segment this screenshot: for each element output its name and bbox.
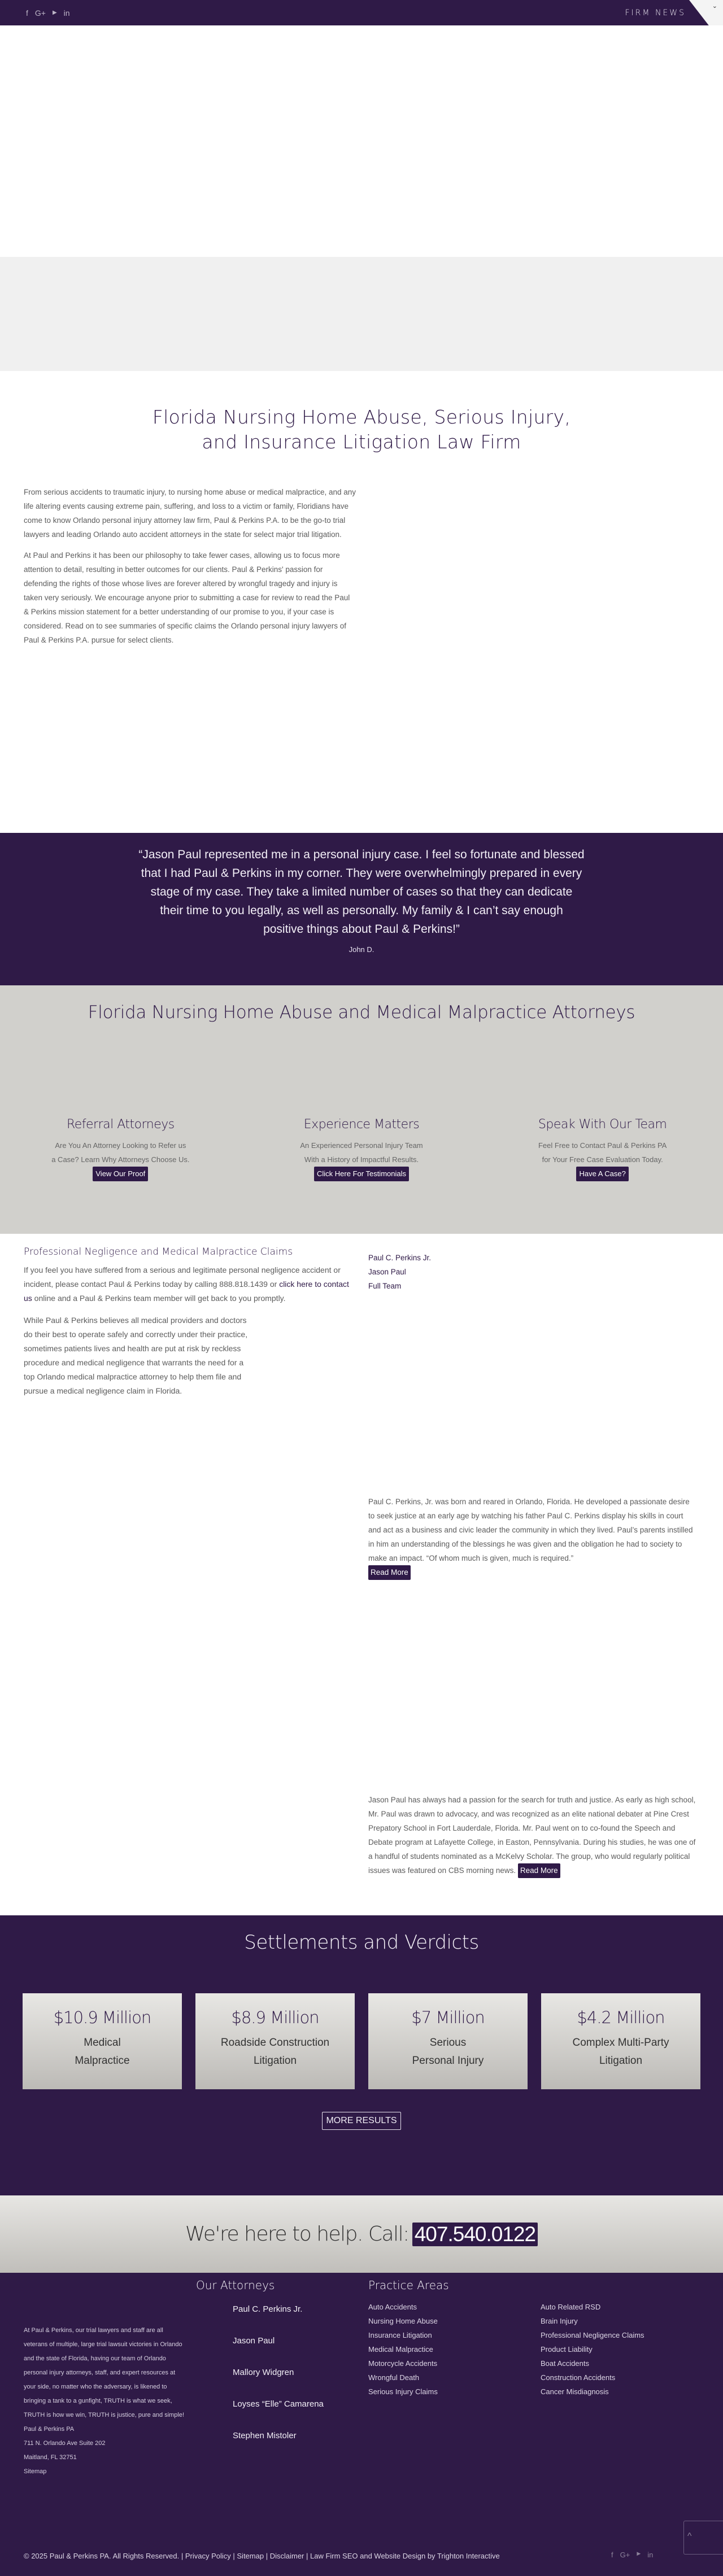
hero-area (0, 25, 723, 257)
team-link-paul-perkins[interactable]: Paul C. Perkins Jr. (368, 1254, 432, 1262)
attorneys-section-title: Florida Nursing Home Abuse and Medical Malpractice Attorneys (88, 1002, 635, 1023)
practice-area-link[interactable]: Insurance Litigation (368, 2331, 432, 2339)
practice-column-2 (541, 2300, 713, 2399)
have-a-case-button[interactable]: Have A Case? (576, 1167, 628, 1181)
settlements-title: Settlements and Verdicts (244, 1931, 479, 1954)
practice-area-link[interactable]: Medical Malpractice (368, 2345, 433, 2354)
intro-paragraph: From serious accidents to traumatic injury, to nursing home abuse or medical malpractice, and any life altering events causing extreme pain, suffering, and loss to a victim or family, Floridians have come to know Orlando personal injury attorney law firm, Paul & Perkins P.A. to be the go-to trial lawyers and leading Orlando auto accident attorneys in the state for select major trial litigation. (24, 488, 356, 539)
read-more-button[interactable]: Read More (368, 1565, 411, 1580)
bio-paul-perkins: Paul C. Perkins, Jr. was born and reared in Orlando, Florida. He developed a passionate desire to seek justice at an early age by watching his father Paul C. Perkins display his skills in court and act as a business and civic leader the community in which they lived. Paul’s parents instilled in him an understanding of the blessings he was given and the obligation he had to society to make an impact. “Of whom much is given, much is required.” Read More (368, 1495, 696, 1580)
copyright-bar: © 2025 Paul & Perkins PA. All Rights Reserved. | Privacy Policy | Sitemap | Disclaimer | Law Firm SEO and Website Design by Trighton Interactive (24, 2552, 500, 2560)
privacy-policy-link[interactable]: Privacy Policy (185, 2552, 231, 2560)
footer (0, 2273, 723, 2576)
back-to-top-button[interactable] (683, 2521, 723, 2555)
settlement-card[interactable]: $8.9 Million Roadside Construction Litigation (195, 1993, 355, 2089)
read-more-button[interactable]: Read More (518, 1863, 560, 1878)
header-social-links (26, 8, 70, 18)
practice-column-1 (368, 2300, 541, 2399)
linkedin-icon[interactable]: in (647, 2551, 654, 2559)
sitemap-link[interactable]: Sitemap (237, 2552, 264, 2560)
copyright-text: © 2025 Paul & Perkins PA. All Rights Reserved. (24, 2552, 180, 2560)
practice-area-link[interactable]: Cancer Misdiagnosis (541, 2387, 609, 2396)
content-section (0, 1234, 723, 1915)
footer-address-line1: 711 N. Orlando Ave Suite 202 (24, 2440, 106, 2447)
footer-attorney-link[interactable]: Stephen Mistoler (233, 2431, 297, 2440)
youtube-icon[interactable]: ▶ (52, 10, 57, 16)
google-plus-icon[interactable]: G+ (620, 2551, 630, 2559)
settlement-card[interactable]: $10.9 Million Medical Malpractice (23, 1993, 182, 2089)
referral-column: Referral Attorneys Are You An Attorney Looking to Refer us a Case? Learn Why Attorneys Choose Us. View Our Proof (0, 1117, 241, 1181)
cta-text: We're here to help. Call: (185, 2223, 409, 2246)
team-link-full-team[interactable]: Full Team (368, 1282, 402, 1290)
footer-attorneys (196, 2278, 324, 2463)
page-title: Florida Nursing Home Abuse, Serious Injury, and Insurance Litigation Law Firm (152, 406, 571, 453)
negligence-paragraph-2: While Paul & Perkins believes all medical providers and doctors do their best to operate safely and correctly under their practice, sometimes patients lives and health are put at risk by reckless procedure and medical negligence that warrants the need for a top Orlando medical malpractice attorney to help them file and pursue a medical negligence claim in Florida. (24, 1316, 248, 1395)
testimonial-author: John D. (349, 945, 374, 954)
footer-firm-name: Paul & Perkins PA (24, 2426, 75, 2433)
footer-attorney-link[interactable]: Jason Paul (233, 2336, 275, 2346)
more-results-button[interactable]: MORE RESULTS (322, 2112, 400, 2130)
negligence-title: Professional Negligence and Medical Malpractice Claims (24, 1246, 293, 1258)
practice-area-link[interactable]: Product Liability (541, 2345, 593, 2354)
disclaimer-link[interactable]: Disclaimer (269, 2552, 304, 2560)
practice-area-link[interactable]: Serious Injury Claims (368, 2387, 438, 2396)
view-our-proof-button[interactable]: View Our Proof (93, 1167, 148, 1181)
practice-area-link[interactable]: Professional Negligence Claims (541, 2331, 644, 2339)
footer-practice-title: Practice Areas (368, 2278, 449, 2292)
speak-with-team-column: Speak With Our Team Feel Free to Contact Paul & Perkins PA for Your Free Case Evaluation Today. Have A Case? (482, 1117, 723, 1181)
testimonials-button[interactable]: Click Here For Testimonials (314, 1167, 409, 1181)
practice-area-link[interactable]: Motorcycle Accidents (368, 2359, 438, 2368)
phone-number-button[interactable]: 407.540.0122 (412, 2223, 538, 2246)
contact-us-link[interactable]: click here to contact us (24, 1280, 349, 1303)
practice-area-link[interactable]: Brain Injury (541, 2317, 578, 2325)
footer-attorney-link[interactable]: Paul C. Perkins Jr. (233, 2304, 303, 2314)
practice-area-link[interactable]: Wrongful Death (368, 2373, 420, 2382)
testimonial-quote: “Jason Paul represented me in a personal injury case. I feel so fortunate and blessed that I had Paul & Perkins in my corner. They were overwhelmingly prepared in every stage of my case. They take a limited number of cases so that they can dedicate their time to you legally, as well as personally. My family & I can’t say enough positive things about Paul & Perkins!” (138, 848, 585, 936)
negligence-paragraph: If you feel you have suffered from a serious and legitimate personal negligence accident or incident, please contact Paul & Perkins today by calling 888.818.1439 or click here to contact us online and a Paul & Perkins team member will get back to you promptly. (24, 1265, 349, 1303)
footer-practice-areas (368, 2278, 713, 2399)
settlements-section (0, 1915, 723, 2195)
chevron-down-icon[interactable]: ⌄ (712, 3, 717, 10)
facebook-icon[interactable]: f (611, 2551, 613, 2559)
experience-column: Experience Matters An Experienced Personal Injury Team With a History of Impactful Results. Click Here For Testimonials (241, 1117, 482, 1181)
feature-columns (0, 1117, 723, 1181)
settlement-card[interactable]: $4.2 Million Complex Multi-Party Litigation (541, 1993, 700, 2089)
practice-area-link[interactable]: Auto Related RSD (541, 2303, 601, 2311)
footer-about (24, 2324, 188, 2479)
practice-area-link[interactable]: Boat Accidents (541, 2359, 589, 2368)
call-to-action (0, 2195, 723, 2273)
negligence-block (24, 1246, 354, 1398)
hero-gray-band (0, 257, 723, 371)
team-links (368, 1251, 431, 1293)
intro-section (0, 371, 723, 833)
credit-text: Law Firm SEO and Website Design by (310, 2552, 437, 2560)
footer-attorneys-title: Our Attorneys (196, 2278, 275, 2292)
google-plus-icon[interactable]: G+ (34, 8, 46, 18)
menu-corner (689, 0, 723, 25)
trighton-link[interactable]: Trighton Interactive (437, 2552, 500, 2560)
team-link-jason-paul[interactable]: Jason Paul (368, 1268, 406, 1276)
intro-body (24, 485, 357, 647)
youtube-icon[interactable]: ▶ (637, 2551, 641, 2556)
settlement-cards (0, 1993, 723, 2089)
footer-address-line2: Maitland, FL 32751 (24, 2454, 77, 2461)
footer-social-links (611, 2551, 653, 2559)
practice-area-link[interactable]: Nursing Home Abuse (368, 2317, 438, 2325)
linkedin-icon[interactable]: in (63, 8, 70, 18)
footer-attorney-link[interactable]: Mallory Widgren (233, 2368, 294, 2377)
chevron-up-icon: ^ (687, 2531, 692, 2541)
testimonial-section (0, 833, 723, 985)
top-bar (0, 0, 723, 25)
footer-sitemap-link[interactable]: Sitemap (24, 2468, 47, 2475)
intro-paragraph: At Paul and Perkins it has been our philosophy to take fewer cases, allowing us to focus more attention to detail, resulting in better outcomes for our clients. Paul & Perkins' passion for defending the rights of those whose lives are forever altered by wrongful tragedy and injury is taken very seriously. We encourage anyone prior to submitting a case for review to read the Paul & Perkins mission statement for a better understanding of our promise to you, if your case is considered. Read on to see summaries of specific claims the Orlando personal injury lawyers of Paul & Perkins P.A. pursue for select clients. (24, 551, 350, 644)
facebook-icon[interactable]: f (26, 8, 28, 18)
firm-news-link[interactable]: FIRM NEWS (625, 8, 686, 18)
settlement-card[interactable]: $7 Million Serious Personal Injury (368, 1993, 528, 2089)
footer-attorney-link[interactable]: Loyses “Elle” Camarena (233, 2399, 324, 2409)
bio-jason-paul: Jason Paul has always had a passion for the search for truth and justice. As early as high school, Mr. Paul was drawn to advocacy, and was recognized as an elite national debater at Pine Crest Prepatory School in Fort Lauderdale, Florida. Mr. Paul went on to co-found the Speech and Debate program at Lafayette College, in Easton, Pennsylvania. During his studies, he was one of a handful of students nominated as a McKelvy Scholar. The group, who would regularly political issues was featured on CBS morning news. Read More (368, 1793, 696, 1878)
footer-about-text: At Paul & Perkins, our trial lawyers and staff are all veterans of multiple, large trial lawsuit victories in Orlando and the state of Florida, having our team of Orlando personal injury attorneys, staff, and expert resources at your side, no matter who the adversary, is likened to bringing a tank to a gunfight, TRUTH is what we seek, TRUTH is how we win, TRUTH is justice, pure and simple! (24, 2327, 185, 2418)
practice-area-link[interactable]: Construction Accidents (541, 2373, 616, 2382)
practice-area-link[interactable]: Auto Accidents (368, 2303, 417, 2311)
attorneys-section (0, 985, 723, 1234)
